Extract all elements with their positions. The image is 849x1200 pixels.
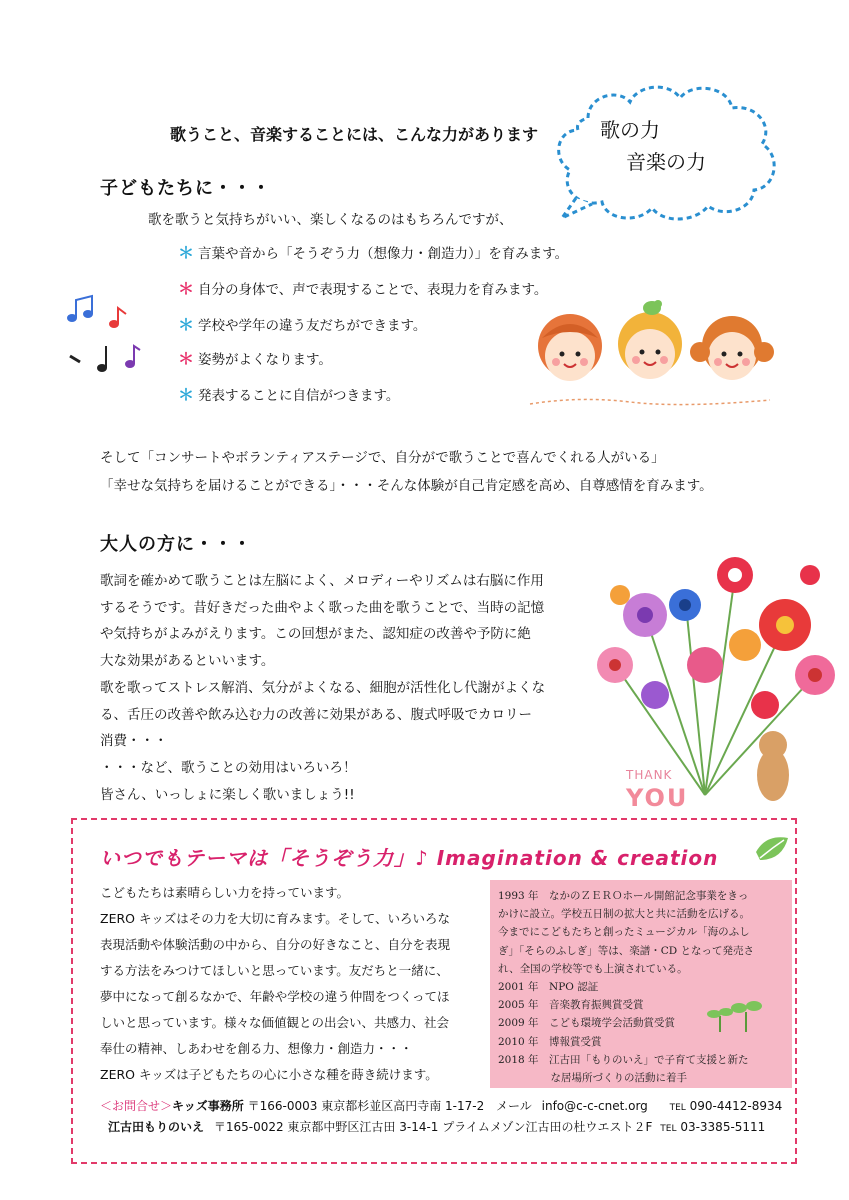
children-heading: 子どもたちに・・・ <box>100 178 271 199</box>
asterisk-icon: ＊ <box>178 243 195 262</box>
bullet-1: ＊ 言葉や音から「そうぞう力（想像力・創造力）」を育みます。 <box>178 243 569 262</box>
music-notes-icon <box>62 290 152 380</box>
leaf-icon <box>752 832 792 868</box>
tel-icon: TEL <box>660 1124 677 1134</box>
children-lead: 歌を歌うと気持ちがいい、楽しくなるのはもちろんですが、 <box>148 212 513 228</box>
kids-illustration-icon <box>520 296 780 416</box>
thank-text: THANK <box>626 768 673 782</box>
asterisk-icon: ＊ <box>178 385 195 404</box>
contact-branch: 江古田もりのいえ 〒165-0022 東京都中野区江古田 3-14-1 プライムメゾン江古田の杜ウエスト２F TEL 03-3385-5111 <box>108 1120 766 1134</box>
history-panel: 1993 年 なかのＺＥＲＯホール開館記念事業をきっ かけに設立。学校五日制の拡大と共に活動を広げる。 今までにこどもたちと創ったミュージカル「海のふし ぎ」「そらのふしぎ」等は、楽譜・CD となって発売さ れ、全国の学校等でも上演されている。 2001 年 NPO 認証 2005 年 音楽教育振興賞受賞 2009 年 こども環境学会活動賞受賞 2010 年 博報賞受賞 2018 年 江古田「もりのいえ」で子育て支援と新た な居場所づくりの活動に着手 <box>490 880 792 1088</box>
bullet-2: ＊ 自分の身体で、声で表現することで、表現力を育みます。 <box>178 279 548 298</box>
asterisk-icon: ＊ <box>178 315 195 334</box>
cloud-line-2: 音楽の力 <box>626 150 706 174</box>
flower-bouquet-icon <box>585 535 840 815</box>
you-text: YOU <box>626 784 689 812</box>
asterisk-icon: ＊ <box>178 349 195 368</box>
bullet-3: ＊ 学校や学年の違う友だちができます。 <box>178 315 427 334</box>
tel-icon: TEL <box>669 1103 686 1113</box>
cloud-line-1: 歌の力 <box>600 118 660 142</box>
asterisk-icon: ＊ <box>178 279 195 298</box>
sprout-icon <box>706 996 766 1036</box>
adults-heading: 大人の方に・・・ <box>100 534 252 555</box>
intro-text: 歌うこと、音楽することには、こんな力があります <box>170 125 539 144</box>
body-text: こどもたちは素晴らしい力を持っています。 ZERO キッズはその力を大切に育みます。そして、いろいろな 表現活動や体験活動の中から、自分の好きなこと、自分を表現 する方法をみつけてほしいと思っています。友だちと一緒に、 夢中になって創るなかで、年齢や学校の違う仲間をつくってほ しいと思っています。様々な価値観との出会い、共感力、社会 奉仕の精神、しあわせを創る力、想像力・創造力・・・ ZERO キッズは子どもたちの心に小さな種を蒔き続けます。 <box>100 885 451 1082</box>
bullet-4: ＊ 姿勢がよくなります。 <box>178 349 332 368</box>
children-summary-1: そして「コンサートやボランティアステージで、自分がで歌うことで喜んでくれる人がいる」 <box>100 450 665 466</box>
bullet-5: ＊ 発表することに自信がつきます。 <box>178 385 400 404</box>
theme-heading: いつでもテーマは「そうぞう力」♪ Imagination & creation <box>100 846 719 870</box>
adults-text: 歌詞を確かめて歌うことは左脳によく、メロディーやリズムは右脳に作用 するそうです。昔好きだった曲やよく歌った曲を歌うことで、当時の記憶 や気持ちがよみがえります。この回想がまた、認知症の改善や予防に絶 大な効果があるといいます。 歌を歌ってストレス解消、気分がよくなる、細胞が活性化し代謝がよくな る、舌圧の改善や飲み込む力の改善に効果がある、腹式呼吸でカロリー 消費・・・ ・・・など、歌うことの効用はいろいろ！ 皆さん、いっしょに楽しく歌いましょう!! <box>100 573 546 803</box>
contact-office: ＜お問合せ＞キッズ事務所 〒166-0003 東京都杉並区高円寺南 1-17-2 メール info@c-c-cnet.org TEL 090-4412-8934 <box>100 1099 783 1113</box>
email-link[interactable]: info@c-c-cnet.org <box>541 1099 648 1113</box>
children-summary-2: 「幸せな気持ちを届けることができる」・・・そんな体験が自己肯定感を高め、自尊感情を育みます。 <box>100 478 713 494</box>
